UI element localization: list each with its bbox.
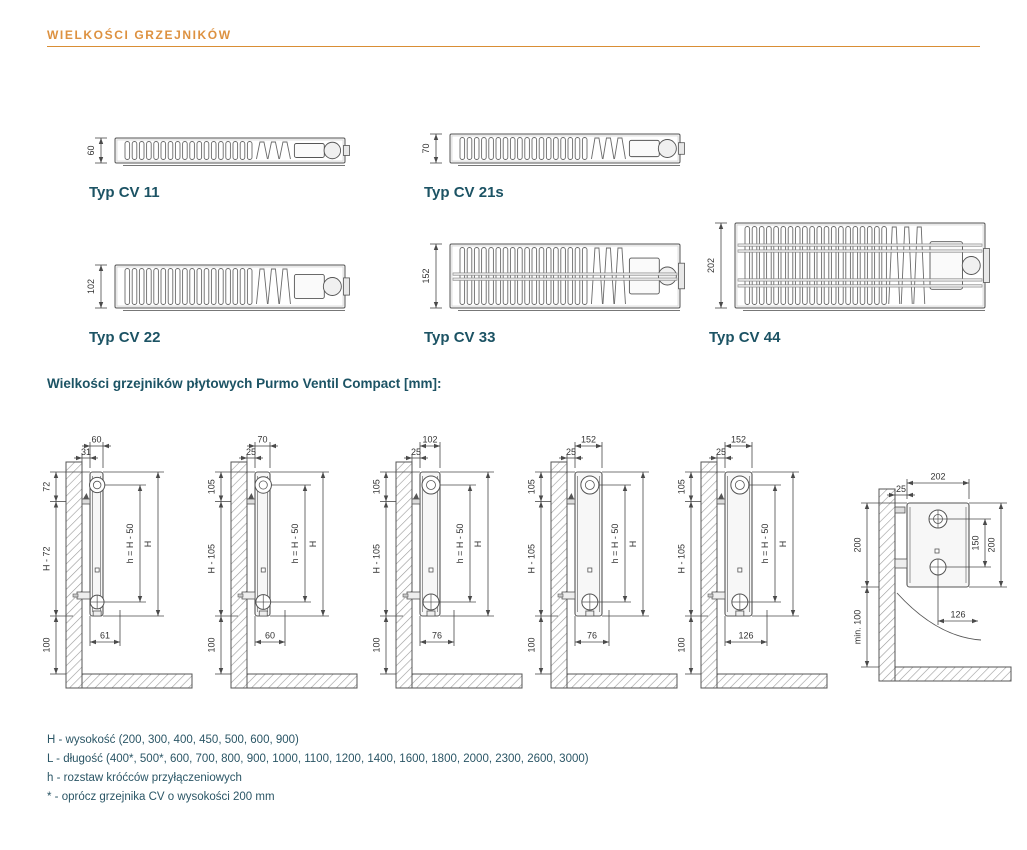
svg-text:200: 200 [986, 537, 997, 553]
svg-text:152: 152 [580, 434, 597, 445]
svg-text:60: 60 [264, 630, 276, 641]
legend-line-height: H - wysokość (200, 300, 400, 450, 500, 600, 900) [47, 734, 299, 746]
radiator-topview-block-cv22 [81, 260, 355, 346]
svg-text:31: 31 [80, 447, 92, 457]
cv33-sideview-diagram [521, 424, 681, 709]
svg-text:H - 105: H - 105 [371, 543, 382, 574]
svg-text:H: H [628, 540, 638, 548]
svg-text:202: 202 [930, 471, 946, 482]
svg-text:h = H - 50: h = H - 50 [290, 523, 300, 564]
svg-text:H - 72: H - 72 [41, 546, 52, 572]
svg-text:min. 100: min. 100 [852, 609, 863, 645]
svg-text:H: H [308, 540, 318, 548]
cv21s-sideview-diagram [201, 424, 361, 709]
svg-text:200: 200 [852, 537, 863, 553]
section-title: Wielkości grzejników płytowych Purmo Ventil Compact [mm]: [47, 376, 442, 391]
svg-text:h = H - 50: h = H - 50 [610, 523, 620, 564]
legend [47, 731, 589, 807]
radiator-type-label: Typ CV 44 [709, 329, 781, 346]
radiator-topview-block-cv44 [701, 218, 995, 346]
cv11-crosssection-diagram [81, 133, 355, 170]
svg-text:H - 105: H - 105 [676, 543, 687, 574]
cv21s-crosssection-diagram [416, 129, 690, 170]
svg-text:61: 61 [99, 630, 111, 641]
page-title: WIELKOŚCI GRZEJNIKÓW [47, 28, 232, 42]
svg-text:25: 25 [410, 447, 422, 457]
svg-text:202: 202 [706, 257, 716, 274]
cv11-sideview-diagram [36, 424, 196, 709]
svg-text:105: 105 [206, 479, 217, 495]
legend-line-spacing: h - rozstaw króćców przyłączeniowych [47, 772, 242, 784]
radiator-topview-block-cv33 [416, 239, 690, 346]
svg-text:h = H - 50: h = H - 50 [760, 523, 770, 564]
svg-text:H - 105: H - 105 [526, 543, 537, 574]
svg-text:152: 152 [421, 268, 431, 284]
svg-text:100: 100 [206, 637, 217, 653]
radiator-topview-block-cv21s [416, 129, 690, 201]
radiator-type-label: Typ CV 22 [89, 329, 161, 346]
svg-text:102: 102 [422, 434, 438, 445]
svg-text:152: 152 [730, 434, 747, 445]
header-divider [47, 46, 980, 47]
svg-text:25: 25 [245, 447, 257, 457]
svg-text:60: 60 [86, 145, 96, 156]
svg-text:105: 105 [526, 479, 537, 495]
svg-text:150: 150 [970, 535, 981, 551]
radiator-type-label: Typ CV 11 [89, 184, 160, 201]
svg-text:102: 102 [86, 278, 96, 295]
svg-text:25: 25 [565, 447, 577, 457]
svg-text:100: 100 [676, 637, 687, 653]
svg-text:126: 126 [738, 630, 754, 641]
svg-text:H - 105: H - 105 [206, 543, 217, 574]
svg-text:105: 105 [371, 479, 382, 495]
svg-text:100: 100 [371, 637, 382, 653]
svg-text:126: 126 [950, 609, 966, 620]
svg-text:100: 100 [41, 637, 52, 653]
svg-text:70: 70 [421, 143, 431, 154]
radiator-type-label: Typ CV 21s [424, 184, 504, 201]
svg-text:105: 105 [676, 479, 687, 495]
svg-text:100: 100 [526, 637, 537, 653]
radiator-type-label: Typ CV 33 [424, 329, 496, 346]
radiator-topview-block-cv11 [81, 133, 355, 201]
legend-line-note: * - oprócz grzejnika CV o wysokości 200 mm [47, 791, 275, 803]
svg-text:72: 72 [41, 481, 52, 492]
svg-text:25: 25 [895, 484, 907, 494]
cv22-sideview-diagram [366, 424, 526, 709]
cv44-crosssection-diagram [701, 218, 995, 315]
svg-text:H: H [778, 540, 788, 548]
cv33-crosssection-diagram [416, 239, 690, 315]
svg-text:H: H [143, 540, 153, 548]
cv22-crosssection-diagram [81, 260, 355, 315]
svg-text:76: 76 [431, 630, 443, 641]
svg-text:25: 25 [715, 447, 727, 457]
svg-text:70: 70 [257, 434, 268, 445]
cv44-corner-detail-diagram [845, 463, 1025, 698]
svg-text:60: 60 [91, 434, 102, 445]
svg-text:h = H - 50: h = H - 50 [125, 523, 135, 564]
svg-text:h = H - 50: h = H - 50 [455, 523, 465, 564]
cv44-sideview-diagram [671, 424, 831, 709]
svg-text:H: H [473, 540, 483, 548]
legend-line-length: L - długość (400*, 500*, 600, 700, 800, 900, 1000, 1100, 1200, 1400, 1600, 1800, 2000, 2300, 2600, 3000) [47, 753, 589, 765]
svg-text:76: 76 [586, 630, 598, 641]
